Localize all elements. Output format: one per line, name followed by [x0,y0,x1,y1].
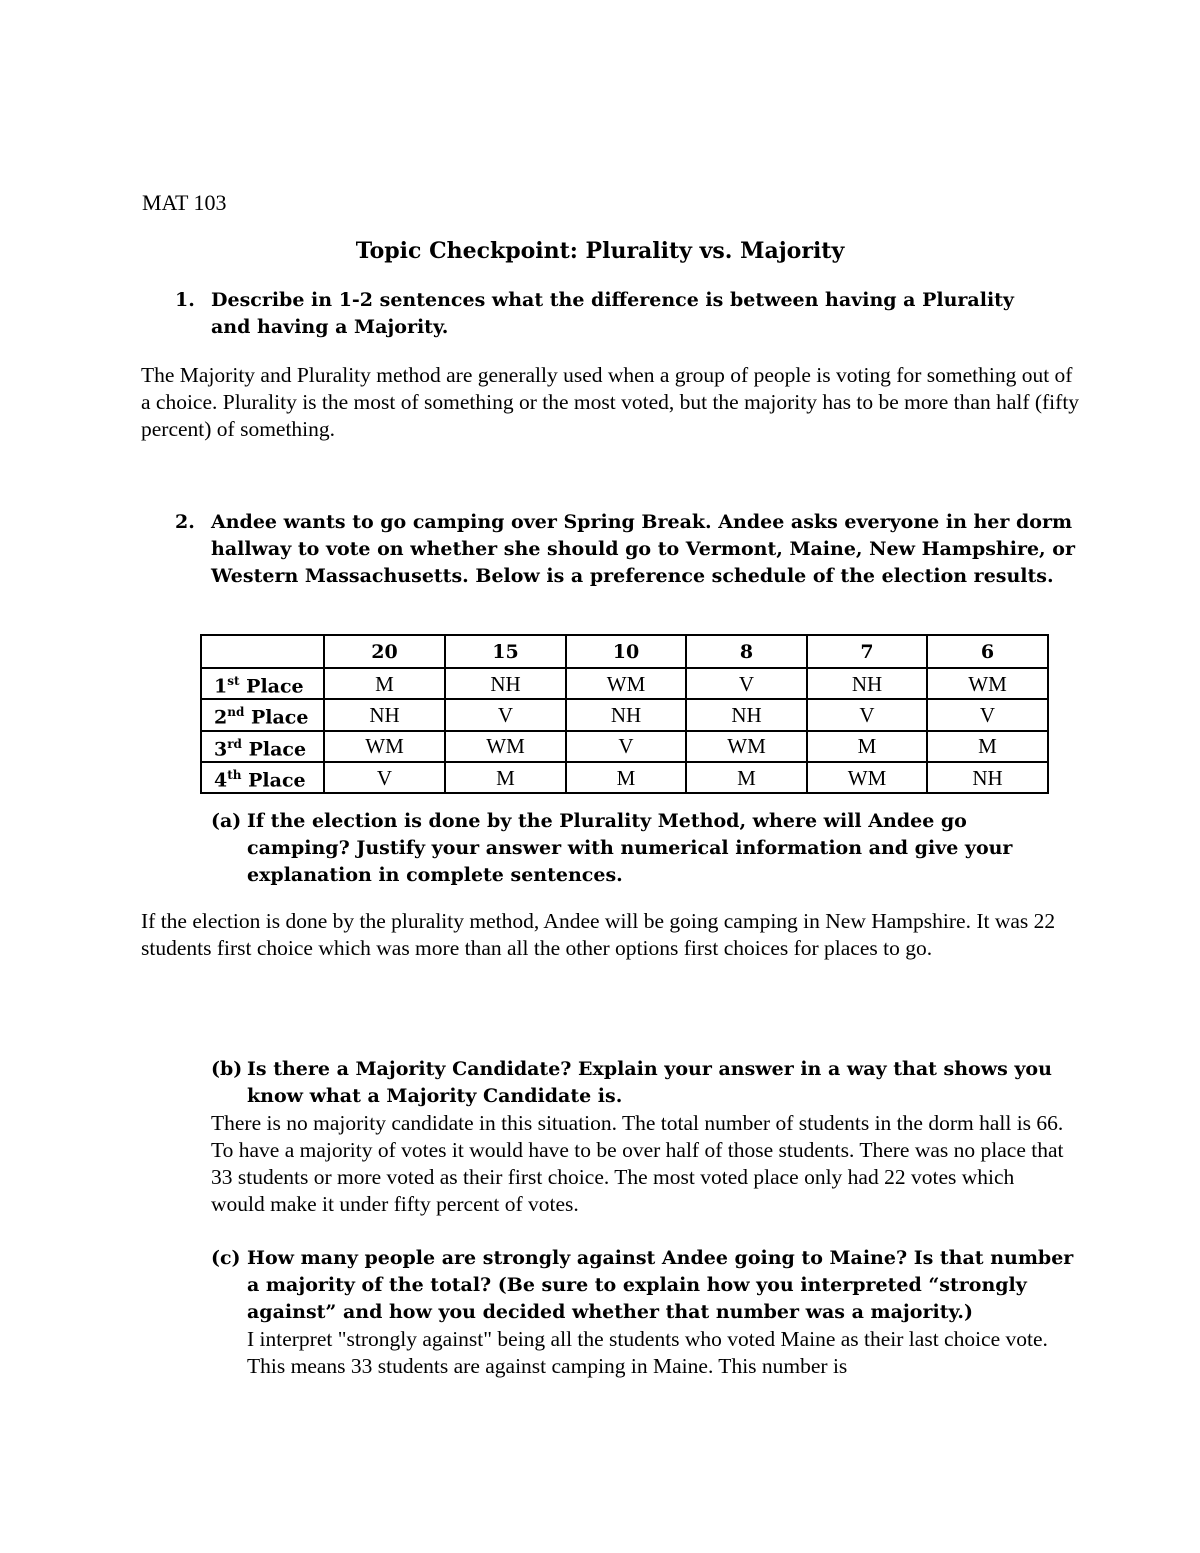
answer-2c: I interpret "strongly against" being all the students who voted Maine as their last choice vote. This means 33 students are against camping in Maine. This number is [247,1327,1048,1378]
table-cell: NH [686,699,807,730]
table-row [201,668,1048,699]
table-cell: NH [927,762,1048,793]
table-cell: V [686,668,807,699]
table-cell: V [324,762,445,793]
answer-2b: There is no majority candidate in this situation. The total number of students in the dorm hall is 66. To have a majority of votes it would have to be over half of those students. There was no place that 33 students or more voted as their first choice. The most voted place only had 22 votes which would make it under fifty percent of votes. [211,1111,1064,1216]
question-2a-label: (a) [211,810,242,832]
row-label: 4th Place [201,762,324,793]
table-header-row [201,635,1048,668]
table-cell: M [927,731,1048,762]
table-cell: M [324,668,445,699]
table-row [201,731,1048,762]
question-2b-label: (b) [211,1058,243,1080]
answer-2a: If the election is done by the plurality method, Andee will be going camping in New Hampshire. It was 22 students first choice which was more than all the other options first choices for places to go. [141,909,1056,960]
question-2a [211,808,1071,889]
voter-count-cell: 15 [445,635,566,668]
question-1-prompt: Describe in 1-2 sentences what the difference is between having a Plurality and having a Majority. [211,289,1014,338]
row-label: 2nd Place [201,699,324,730]
table-row [201,699,1048,730]
question-2b [211,1056,1071,1110]
table-cell: WM [324,731,445,762]
table-corner-cell [201,635,324,668]
table-row [201,762,1048,793]
row-label: 1st Place [201,668,324,699]
table-cell: WM [927,668,1048,699]
table-cell: M [445,762,566,793]
preference-schedule-table [200,634,1049,794]
table-cell: WM [445,731,566,762]
table-cell: V [445,699,566,730]
voter-count-cell: 20 [324,635,445,668]
table-cell: WM [566,668,686,699]
question-2-prompt: Andee wants to go camping over Spring Break. Andee asks everyone in her dorm hallway to vote on whether she should go to Vermont, Maine, New Hampshire, or Western Massachusetts. Below is a preference schedule of the election results. [211,511,1075,587]
voter-count-cell: 8 [686,635,807,668]
table-cell: V [807,699,927,730]
table-cell: NH [807,668,927,699]
question-1-number: 1. [175,289,195,311]
table-cell: M [807,731,927,762]
table-cell: NH [445,668,566,699]
row-label: 3rd Place [201,731,324,762]
table-cell: WM [807,762,927,793]
table-cell: V [927,699,1048,730]
question-2c-prompt: How many people are strongly against Andee going to Maine? Is that number a majority of the total? (Be sure to explain how you interpreted “strongly against” and how you decided whether that number was a majority.) [247,1247,1074,1323]
page-title: Topic Checkpoint: Plurality vs. Majority [355,238,845,264]
table-cell: M [686,762,807,793]
answer-1: The Majority and Plurality method are generally used when a group of people is voting for something out of a choice. Plurality is the most of something or the most voted, but the majority has to be more than half (fifty percent) of something. [141,363,1080,441]
question-2c [211,1245,1091,1326]
table-cell: WM [686,731,807,762]
question-2-number: 2. [175,511,195,533]
question-2 [175,509,1081,590]
table-cell: V [566,731,686,762]
question-2b-prompt: Is there a Majority Candidate? Explain your answer in a way that shows you know what a Majority Candidate is. [247,1058,1052,1107]
question-1 [175,287,1051,341]
course-code: MAT 103 [142,190,227,215]
voter-count-cell: 7 [807,635,927,668]
table-cell: NH [324,699,445,730]
voter-count-cell: 10 [566,635,686,668]
question-2c-label: (c) [211,1247,241,1269]
table-cell: NH [566,699,686,730]
table-cell: M [566,762,686,793]
question-2a-prompt: If the election is done by the Plurality Method, where will Andee go camping? Justify your answer with numerical information and give your explanation in complete sentences. [247,810,1013,886]
voter-count-cell: 6 [927,635,1048,668]
